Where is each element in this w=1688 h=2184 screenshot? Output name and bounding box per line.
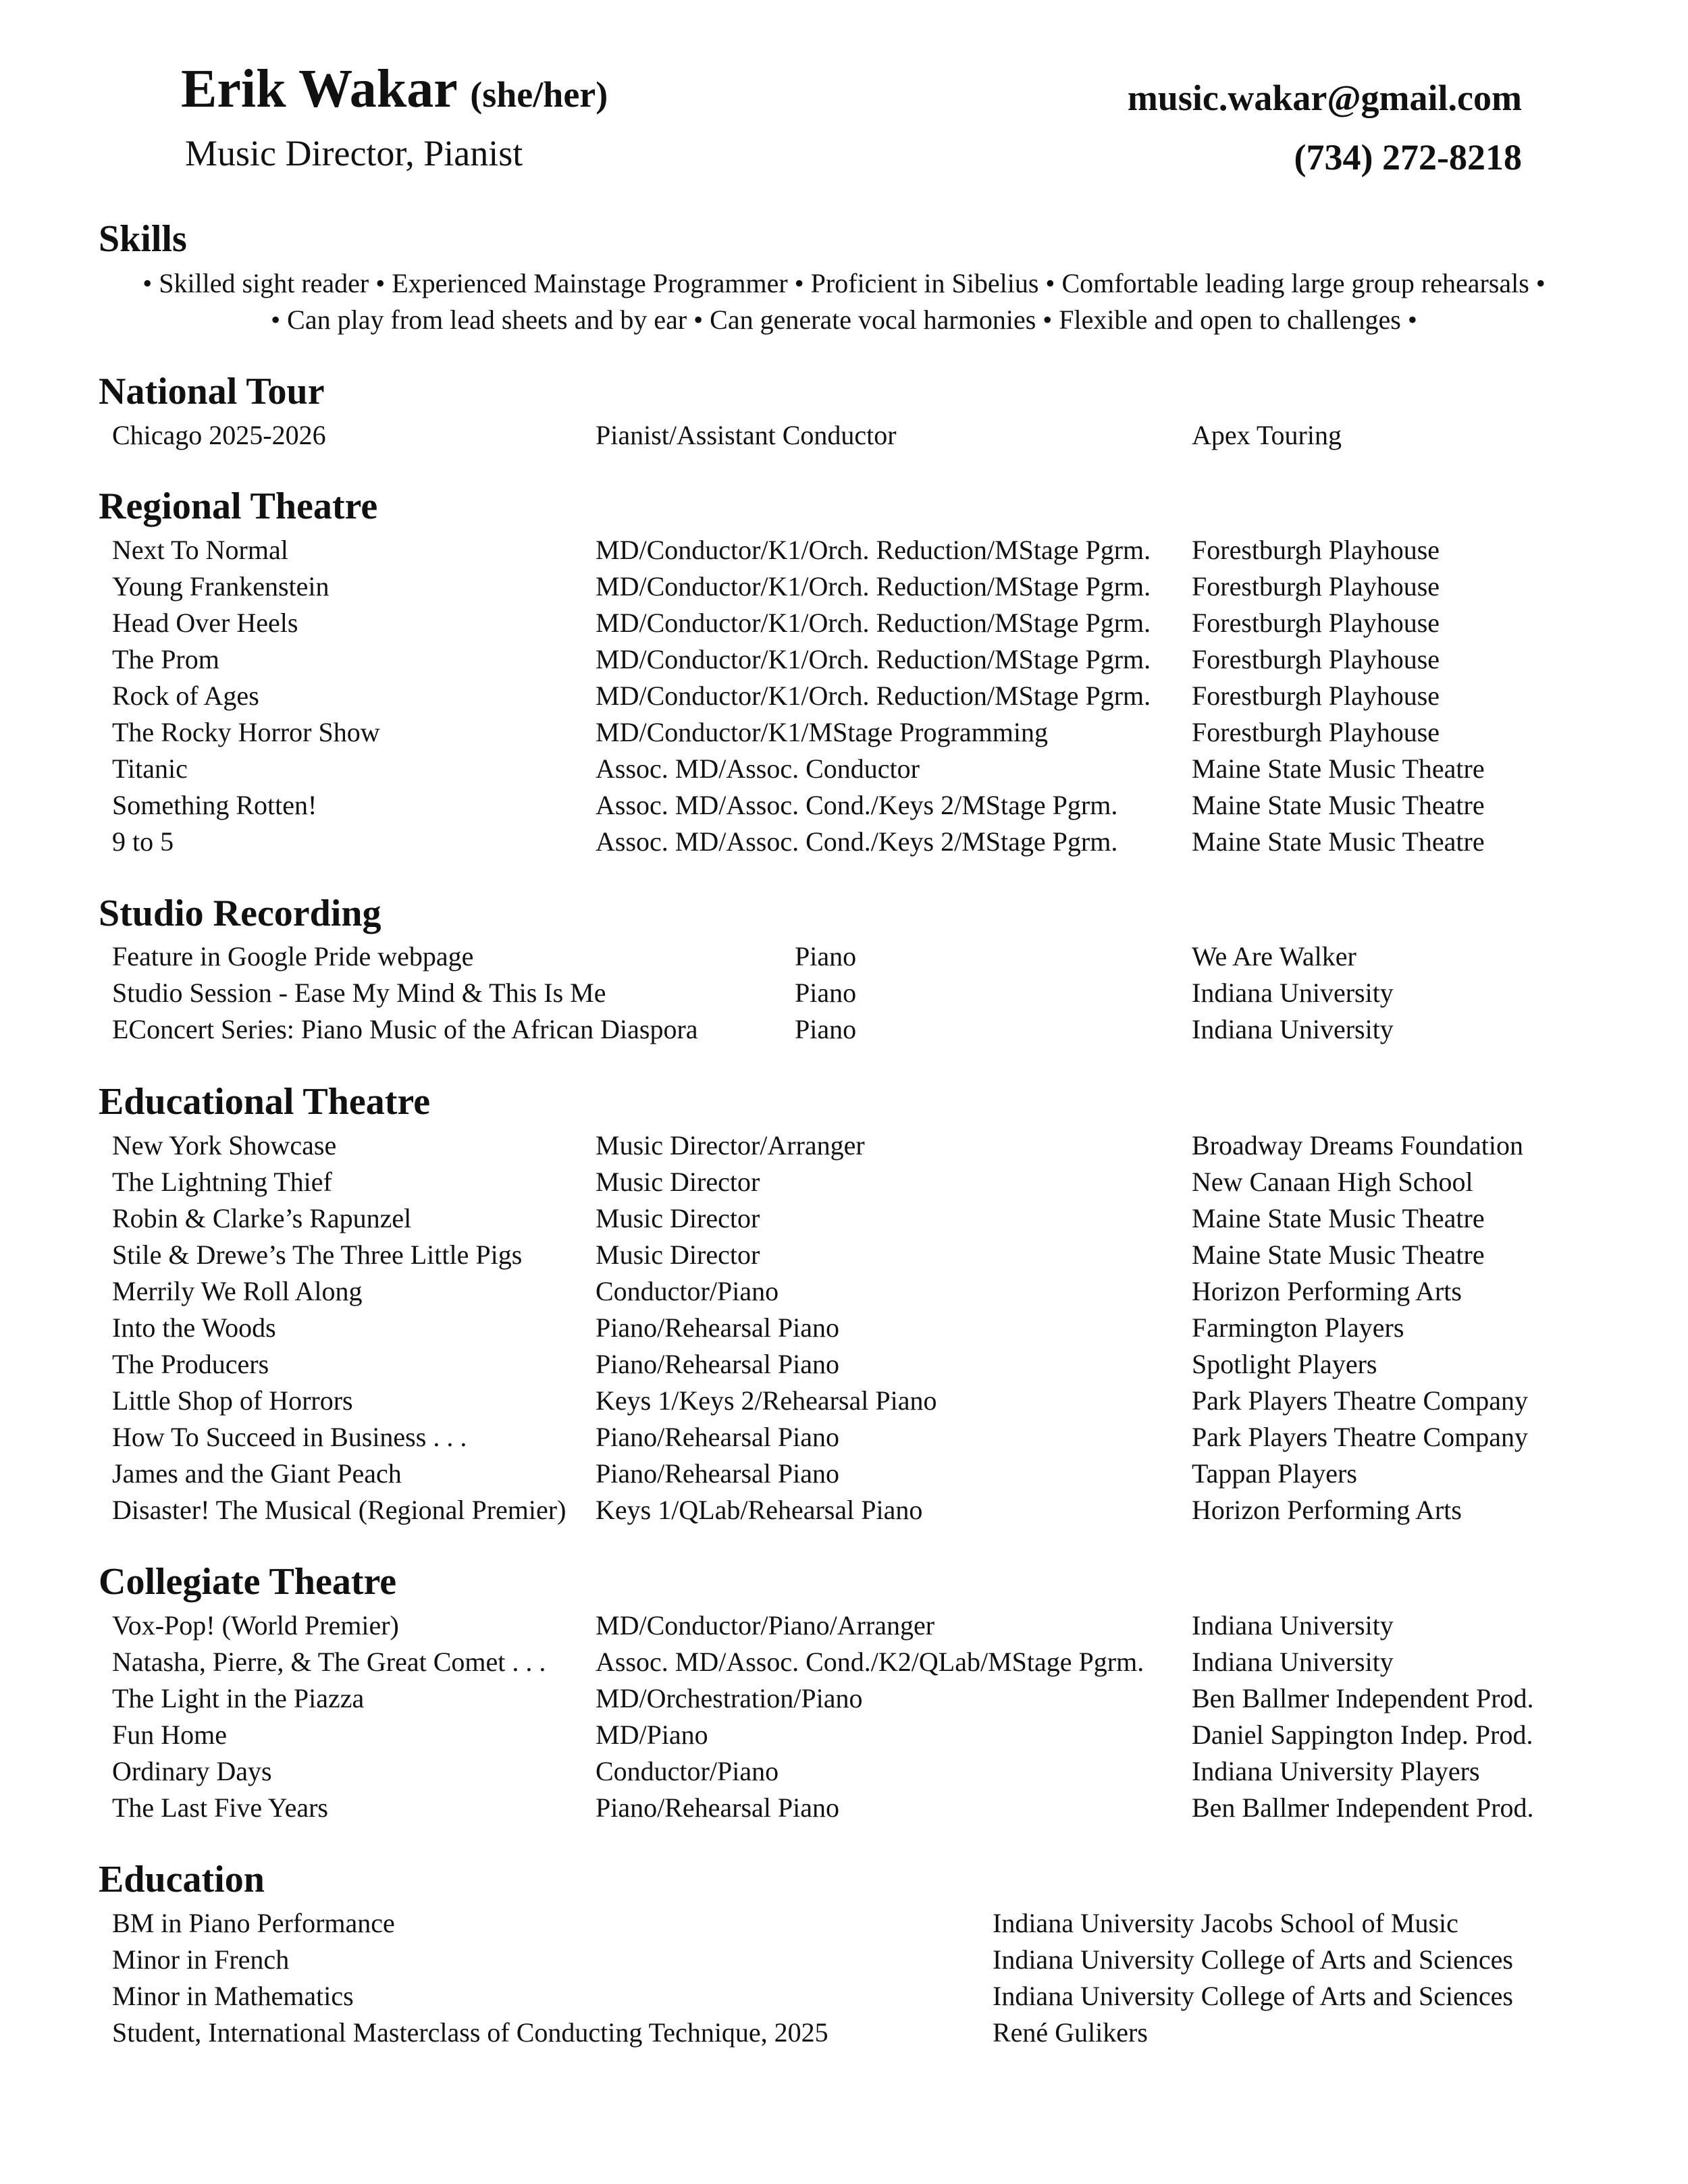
company: Ben Ballmer Independent Prod. [1192,1792,1534,1823]
list-item [0,605,1688,641]
role: Piano/Rehearsal Piano [596,1422,840,1452]
project-title: EConcert Series: Piano Music of the African Diaspora [112,1014,698,1044]
list-item [0,1237,1688,1273]
list-item [0,1753,1688,1790]
role: Music Director/Arranger [596,1130,865,1161]
company: Maine State Music Theatre [1192,790,1485,820]
list-item [0,1273,1688,1310]
company: Apex Touring [1192,420,1342,450]
show-title: Little Shop of Horrors [112,1385,353,1416]
degree: Student, International Masterclass of Conducting Technique, 2025 [112,2017,828,2048]
list-item [0,1790,1688,1826]
role: Conductor/Piano [596,1276,779,1306]
degree: BM in Piano Performance [112,1908,395,1938]
section-title-regional-theatre: Regional Theatre [99,485,378,527]
show-title: Vox-Pop! (World Premier) [112,1610,399,1641]
candidate-title: Music Director, Pianist [185,133,523,174]
role: Pianist/Assistant Conductor [596,420,897,450]
company: Indiana University [1192,1014,1394,1044]
phone-number: (734) 272-8218 [1294,137,1522,178]
show-title: Natasha, Pierre, & The Great Comet . . . [112,1647,546,1677]
show-title: The Producers [112,1349,269,1379]
section-title-national-tour: National Tour [99,371,325,412]
role: Keys 1/QLab/Rehearsal Piano [596,1495,923,1525]
company: Forestburgh Playhouse [1192,608,1440,638]
show-title: Young Frankenstein [112,571,329,602]
list-item [0,1310,1688,1346]
company: Forestburgh Playhouse [1192,571,1440,602]
company: Indiana University Players [1192,1756,1480,1786]
show-title: New York Showcase [112,1130,337,1161]
company: We Are Walker [1192,941,1356,971]
company: Maine State Music Theatre [1192,753,1485,784]
show-title: Next To Normal [112,535,288,565]
show-title: The Prom [112,644,219,674]
role: Keys 1/Keys 2/Rehearsal Piano [596,1385,937,1416]
section-title-education: Education [99,1859,265,1900]
role: Piano [795,941,857,971]
role: MD/Conductor/K1/Orch. Reduction/MStage Pgrm. [596,608,1151,638]
show-title: Robin & Clarke’s Rapunzel [112,1203,412,1233]
company: Park Players Theatre Company [1192,1385,1529,1416]
list-item [0,1905,1688,1942]
list-item [0,1127,1688,1164]
role: Piano/Rehearsal Piano [596,1312,840,1343]
role: Piano/Rehearsal Piano [596,1458,840,1489]
list-item [0,1942,1688,1978]
company: Maine State Music Theatre [1192,1240,1485,1270]
show-title: Fun Home [112,1720,227,1750]
section-title-skills: Skills [99,218,187,260]
company: Indiana University [1192,978,1394,1008]
list-item [0,1607,1688,1644]
project-title: Studio Session - Ease My Mind & This Is Me [112,978,606,1008]
list-item [0,641,1688,678]
company: Forestburgh Playhouse [1192,681,1440,711]
show-title: The Rocky Horror Show [112,717,380,747]
show-title: Rock of Ages [112,681,259,711]
list-item [0,1680,1688,1717]
institution: Indiana University College of Arts and Sciences [993,1981,1513,2011]
skills-line-2: • Can play from lead sheets and by ear • Can generate vocal harmonies • Flexible and open to challenges • [271,304,1417,335]
list-item [0,1978,1688,2015]
role: Assoc. MD/Assoc. Cond./Keys 2/MStage Pgrm. [596,826,1118,857]
role: Assoc. MD/Assoc. Cond./Keys 2/MStage Pgrm. [596,790,1118,820]
role: Piano [795,978,857,1008]
role: MD/Conductor/K1/Orch. Reduction/MStage Pgrm. [596,681,1151,711]
project-title: Feature in Google Pride webpage [112,941,474,971]
company: Broadway Dreams Foundation [1192,1130,1524,1161]
role: MD/Piano [596,1720,708,1750]
company: New Canaan High School [1192,1167,1473,1197]
role: Piano/Rehearsal Piano [596,1792,840,1823]
show-title: The Last Five Years [112,1792,328,1823]
list-item [0,714,1688,751]
role: Piano [795,1014,857,1044]
show-title: James and the Giant Peach [112,1458,402,1489]
role: Assoc. MD/Assoc. Cond./K2/QLab/MStage Pgrm. [596,1647,1144,1677]
show-title: The Light in the Piazza [112,1683,365,1713]
company: Farmington Players [1192,1312,1404,1343]
skills-line-1: • Skilled sight reader • Experienced Mainstage Programmer • Proficient in Sibelius • Comfortable leading large group rehearsals • [142,268,1546,298]
company: Maine State Music Theatre [1192,826,1485,857]
company: Spotlight Players [1192,1349,1377,1379]
company: Indiana University [1192,1647,1394,1677]
role: Assoc. MD/Assoc. Conductor [596,753,920,784]
list-item [0,1717,1688,1753]
company: Indiana University [1192,1610,1394,1641]
list-item [0,1383,1688,1419]
list-item [0,824,1688,860]
company: Daniel Sappington Indep. Prod. [1192,1720,1533,1750]
show-title: Merrily We Roll Along [112,1276,363,1306]
show-title: The Lightning Thief [112,1167,332,1197]
show-title: 9 to 5 [112,826,174,857]
company: Forestburgh Playhouse [1192,717,1440,747]
list-item [0,751,1688,787]
role: Conductor/Piano [596,1756,779,1786]
show-title: Disaster! The Musical (Regional Premier) [112,1495,566,1525]
role: Piano/Rehearsal Piano [596,1349,840,1379]
company: Forestburgh Playhouse [1192,535,1440,565]
list-item [0,1200,1688,1237]
show-title: Something Rotten! [112,790,317,820]
show-title: Titanic [112,753,188,784]
list-item [0,678,1688,714]
email-address[interactable]: music.wakar@gmail.com [1127,78,1522,118]
list-item [0,1346,1688,1383]
list-item [0,975,1688,1011]
company: Maine State Music Theatre [1192,1203,1485,1233]
list-item [0,938,1688,975]
list-item [0,1164,1688,1200]
company: Horizon Performing Arts [1192,1276,1462,1306]
section-title-collegiate-theatre: Collegiate Theatre [99,1561,397,1603]
list-item [0,1419,1688,1456]
list-item [0,1011,1688,1048]
degree: Minor in Mathematics [112,1981,354,2011]
institution: Indiana University Jacobs School of Music [993,1908,1458,1938]
company: Forestburgh Playhouse [1192,644,1440,674]
section-title-educational-theatre: Educational Theatre [99,1081,431,1123]
company: Horizon Performing Arts [1192,1495,1462,1525]
company: Tappan Players [1192,1458,1357,1489]
role: Music Director [596,1203,760,1233]
show-title: Ordinary Days [112,1756,272,1786]
candidate-name [181,59,608,119]
list-item [0,1644,1688,1680]
list-item [0,417,1688,454]
role: MD/Conductor/K1/Orch. Reduction/MStage Pgrm. [596,644,1151,674]
role: Music Director [596,1240,760,1270]
show-title: Head Over Heels [112,608,298,638]
show-title: Into the Woods [112,1312,276,1343]
list-item [0,787,1688,824]
list-item [0,1492,1688,1528]
list-item [0,1456,1688,1492]
show-title: Stile & Drewe’s The Three Little Pigs [112,1240,523,1270]
institution: Indiana University College of Arts and Sciences [993,1944,1513,1975]
role: MD/Conductor/K1/Orch. Reduction/MStage Pgrm. [596,571,1151,602]
company: Park Players Theatre Company [1192,1422,1529,1452]
role: MD/Conductor/K1/MStage Programming [596,717,1048,747]
role: MD/Orchestration/Piano [596,1683,863,1713]
institution: René Gulikers [993,2017,1148,2048]
show-title: Chicago 2025-2026 [112,420,326,450]
list-item [0,568,1688,605]
role: Music Director [596,1167,760,1197]
candidate-name-text: Erik Wakar [181,59,457,119]
list-item [0,532,1688,568]
show-title: How To Succeed in Business . . . [112,1422,467,1452]
degree: Minor in French [112,1944,290,1975]
role: MD/Conductor/Piano/Arranger [596,1610,935,1641]
pronouns: (she/her) [470,74,608,115]
section-title-studio-recording: Studio Recording [99,893,381,934]
company: Ben Ballmer Independent Prod. [1192,1683,1534,1713]
role: MD/Conductor/K1/Orch. Reduction/MStage Pgrm. [596,535,1151,565]
list-item [0,2015,1688,2051]
